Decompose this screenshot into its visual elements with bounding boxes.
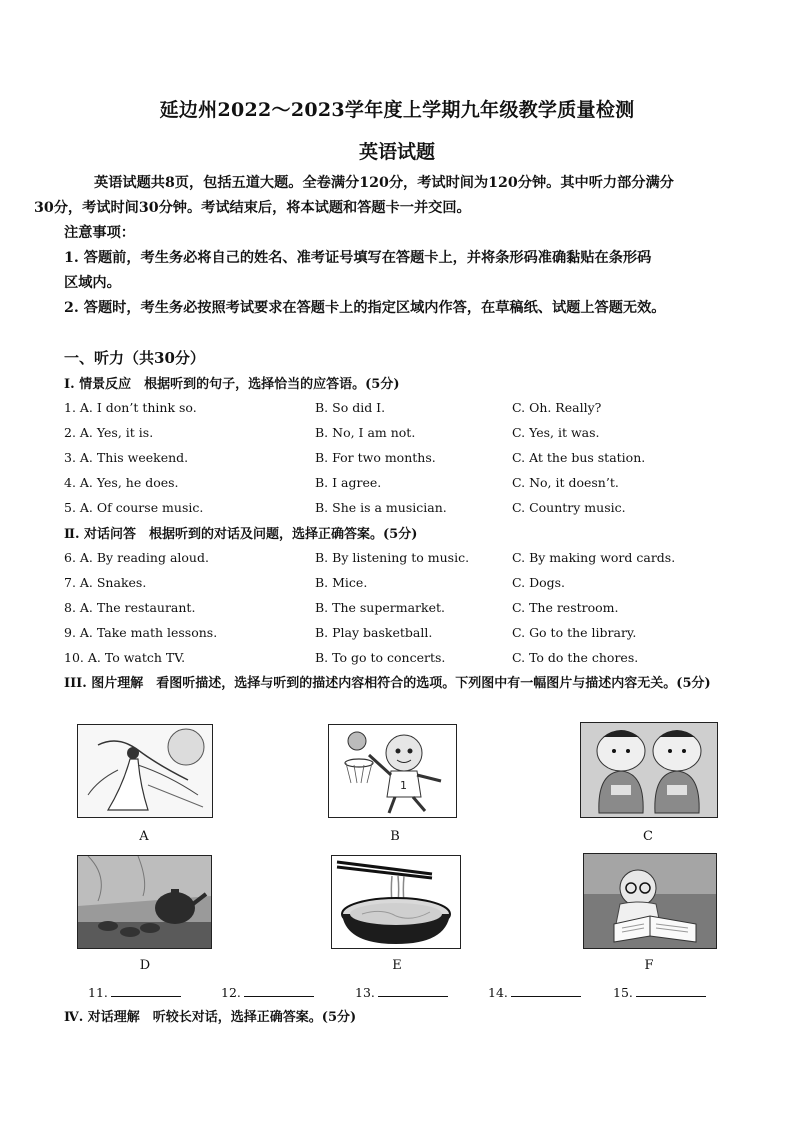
intro-paragraph bbox=[34, 171, 730, 221]
blank-number-12: 12. bbox=[221, 985, 241, 1000]
option-10b: B. To go to concerts. bbox=[315, 650, 446, 665]
answer-blank-15[interactable] bbox=[613, 983, 706, 1000]
basketball-image bbox=[329, 725, 456, 817]
option-4c: C. No, it doesn’t. bbox=[512, 475, 619, 490]
option-7a: 7. A. Snakes. bbox=[64, 575, 147, 590]
option-5a: 5. A. Of course music. bbox=[64, 500, 204, 515]
picture-f-baby-reading bbox=[583, 853, 717, 949]
question-row-5 bbox=[0, 500, 794, 518]
blank-line-15[interactable] bbox=[636, 983, 706, 997]
notice-label: 注意事项： bbox=[64, 225, 135, 241]
option-2a: 2. A. Yes, it is. bbox=[64, 425, 154, 440]
picture-label-b: B bbox=[390, 829, 400, 844]
question-row-1 bbox=[0, 400, 794, 418]
option-6a: 6. A. By reading aloud. bbox=[64, 550, 209, 565]
option-9b: B. Play basketball. bbox=[315, 625, 433, 640]
option-1c: C. Oh. Really? bbox=[512, 400, 602, 415]
picture-label-c: C bbox=[643, 829, 653, 844]
option-10a: 10. A. To watch TV. bbox=[64, 650, 186, 665]
option-6b: B. By listening to music. bbox=[315, 550, 470, 565]
question-row-7 bbox=[0, 575, 794, 593]
answer-blank-12[interactable] bbox=[221, 983, 314, 1000]
blank-number-11: 11. bbox=[88, 985, 108, 1000]
option-8b: B. The supermarket. bbox=[315, 600, 445, 615]
option-2c: C. Yes, it was. bbox=[512, 425, 600, 440]
option-10c: C. To do the chores. bbox=[512, 650, 639, 665]
blank-line-14[interactable] bbox=[511, 983, 581, 997]
picture-label-e: E bbox=[392, 958, 402, 973]
question-row-8 bbox=[0, 600, 794, 618]
note-1 bbox=[64, 246, 730, 296]
part1-heading: Ⅰ. 情景反应 根据听到的句子，选择恰当的应答语。(5分) bbox=[64, 377, 400, 392]
noodles-image bbox=[332, 856, 460, 948]
option-5b: B. She is a musician. bbox=[315, 500, 447, 515]
option-2b: B. No, I am not. bbox=[315, 425, 416, 440]
option-7b: B. Mice. bbox=[315, 575, 368, 590]
blank-line-12[interactable] bbox=[244, 983, 314, 997]
clay-dolls-image bbox=[581, 723, 717, 817]
exam-title: 延边州2022～2023学年度上学期九年级教学质量检测 bbox=[159, 99, 635, 121]
picture-a-moon-goddess bbox=[77, 724, 213, 818]
section-listening-heading: 一、听力（共30分） bbox=[64, 349, 205, 367]
tea-set-image bbox=[78, 856, 211, 948]
svg-text:1: 1 bbox=[400, 779, 407, 792]
picture-c-clay-dolls bbox=[580, 722, 718, 818]
option-3a: 3. A. This weekend. bbox=[64, 450, 189, 465]
option-4b: B. I agree. bbox=[315, 475, 382, 490]
question-row-9 bbox=[0, 625, 794, 643]
option-1a: 1. A. I don’t think so. bbox=[64, 400, 197, 415]
picture-label-d: D bbox=[139, 958, 151, 973]
note-1-line-2: 区域内。 bbox=[64, 275, 121, 291]
option-9a: 9. A. Take math lessons. bbox=[64, 625, 218, 640]
moon-goddess-image bbox=[78, 725, 212, 817]
option-6c: C. By making word cards. bbox=[512, 550, 676, 565]
blank-line-11[interactable] bbox=[111, 983, 181, 997]
option-1b: B. So did I. bbox=[315, 400, 386, 415]
option-3b: B. For two months. bbox=[315, 450, 436, 465]
part3-heading: III. 图片理解 看图听描述，选择与听到的描述内容相符合的选项。下列图中有一幅图片与描述内容无关。(5分) bbox=[64, 676, 711, 691]
picture-label-f: F bbox=[644, 958, 654, 973]
picture-e-noodles bbox=[331, 855, 461, 949]
question-row-10 bbox=[0, 650, 794, 668]
intro-line-2: 30分，考试时间30分钟。考试结束后，将本试题和答题卡一并交回。 bbox=[34, 200, 471, 216]
option-8c: C. The restroom. bbox=[512, 600, 619, 615]
part4-heading: Ⅳ. 对话理解 听较长对话，选择正确答案。(5分) bbox=[64, 1010, 357, 1025]
picture-d-tea-set bbox=[77, 855, 212, 949]
blank-number-14: 14. bbox=[488, 985, 508, 1000]
exam-subtitle: 英语试题 bbox=[358, 141, 435, 163]
blank-number-15: 15. bbox=[613, 985, 633, 1000]
part2-heading: Ⅱ. 对话问答 根据听到的对话及问题，选择正确答案。(5分) bbox=[64, 527, 418, 542]
intro-line-1: 英语试题共8页，包括五道大题。全卷满分120分，考试时间为120分钟。其中听力部分满分 bbox=[94, 175, 674, 191]
option-9c: C. Go to the library. bbox=[512, 625, 637, 640]
question-row-2 bbox=[0, 425, 794, 443]
option-8a: 8. A. The restaurant. bbox=[64, 600, 196, 615]
option-3c: C. At the bus station. bbox=[512, 450, 646, 465]
answer-blank-14[interactable] bbox=[488, 983, 581, 1000]
blank-number-13: 13. bbox=[355, 985, 375, 1000]
picture-b-basketball bbox=[328, 724, 457, 818]
baby-reading-image bbox=[584, 854, 716, 948]
blank-line-13[interactable] bbox=[378, 983, 448, 997]
option-5c: C. Country music. bbox=[512, 500, 626, 515]
option-7c: C. Dogs. bbox=[512, 575, 566, 590]
question-row-4 bbox=[0, 475, 794, 493]
note-2: 2. 答题时，考生务必按照考试要求在答题卡上的指定区域内作答，在草稿纸、试题上答题无效。 bbox=[64, 300, 666, 316]
picture-label-a: A bbox=[139, 829, 149, 844]
option-4a: 4. A. Yes, he does. bbox=[64, 475, 179, 490]
answer-blank-11[interactable] bbox=[88, 983, 181, 1000]
note-1-line-1: 1. 答题前，考生务必将自己的姓名、准考证号填写在答题卡上，并将条形码准确黏贴在条形码 bbox=[64, 250, 652, 266]
question-row-6 bbox=[0, 550, 794, 568]
answer-blank-13[interactable] bbox=[355, 983, 448, 1000]
question-row-3 bbox=[0, 450, 794, 468]
